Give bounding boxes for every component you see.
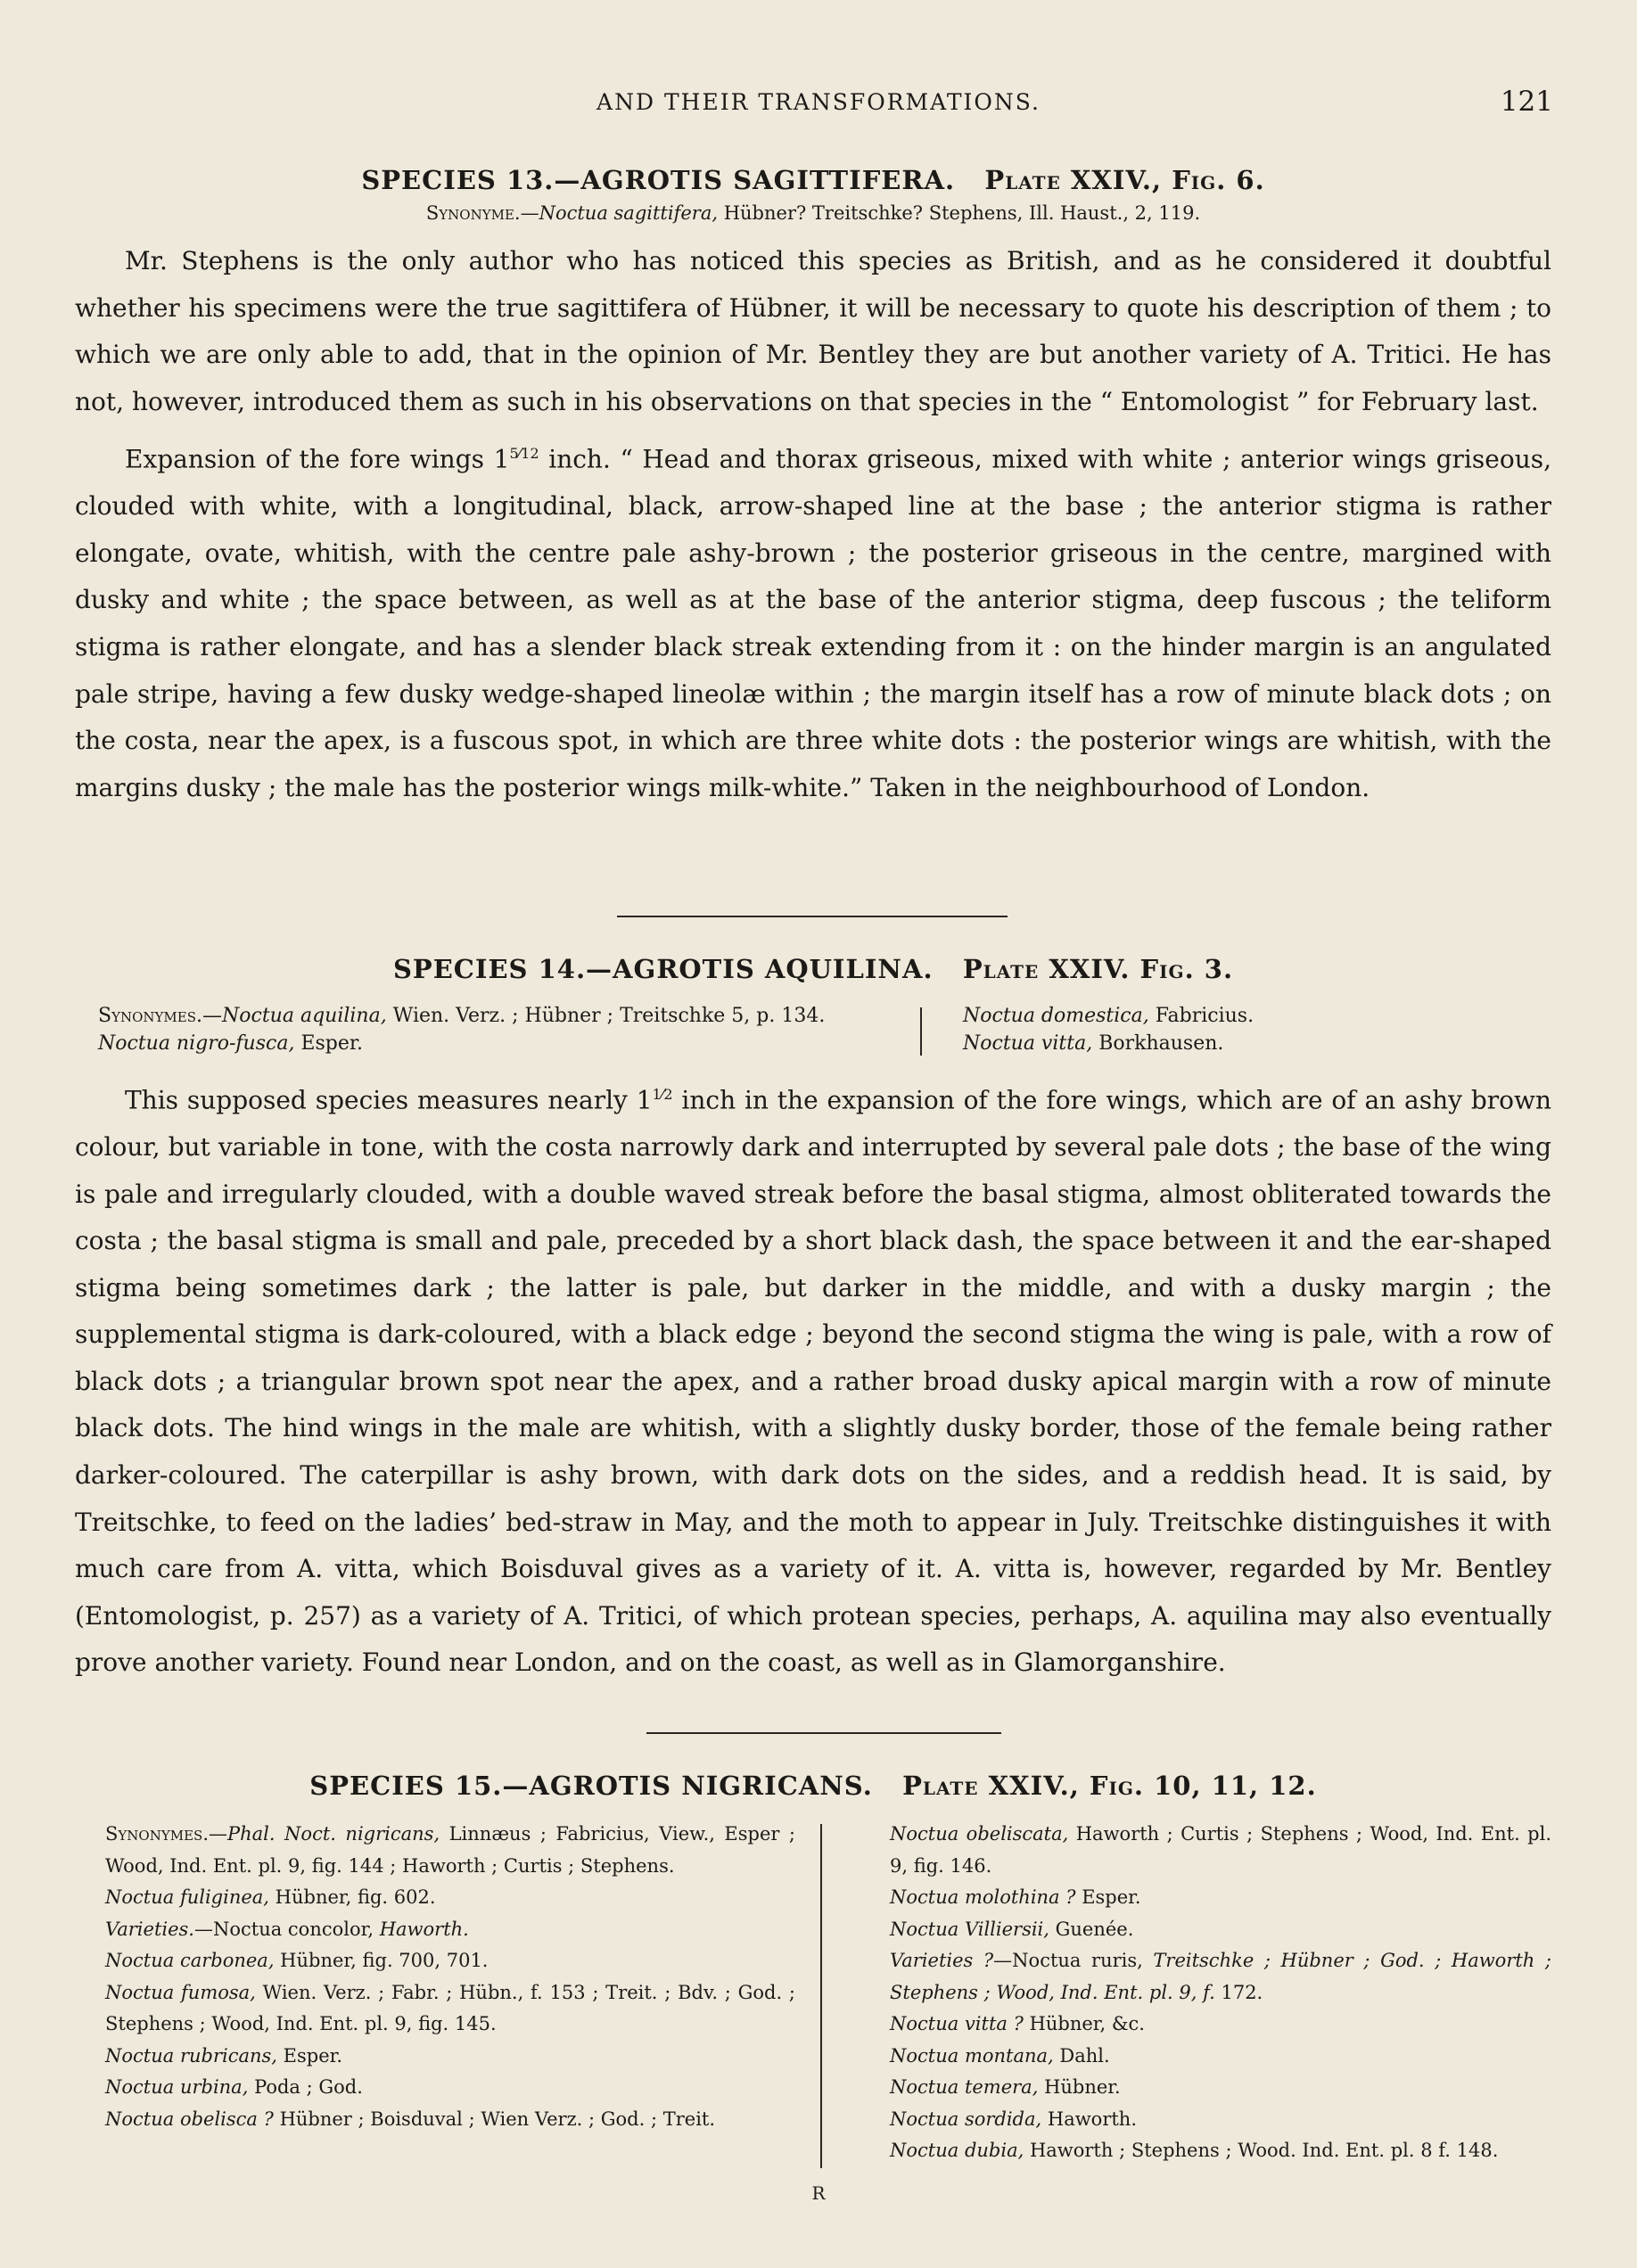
synonyme-entry: [860, 1914, 1551, 1946]
fraction: 5⁄12: [509, 445, 539, 463]
synonyme-refs: Haworth ; Curtis ; Stephens ; Wood, Ind. Ent. pl. 9, fig. 146.: [890, 1823, 1551, 1877]
synonyme-entry: [75, 1819, 795, 1882]
synonyme-refs: Poda ; God.: [248, 2076, 363, 2098]
synonyme-refs: 172.: [1214, 1981, 1263, 2003]
synonyme-entry: [75, 1977, 795, 2041]
paragraph-rest: inch in the expansion of the fore wings, which are of an ashy brown colour, but variable in tone, with the costa narrowly dark and interrupted by several pale dots ; the base of the wing is pale and irregularly clouded, with a double waved streak before the basal stigma, almost obliterated towards the costa ; the basal stigma is small and pale, preceded by a short black dash, the space between it and the ear-shaped stigma being sometimes dark ; the latter is pale, but darker in the middle, and with a dusky margin ; the supplemental stigma is dark-coloured, with a black edge ; beyond the second stigma the wing is pale, with a row of black dots ; a triangular brown spot near the apex, and a rather broad dusky apical margin with a row of minute black dots. The hind wings in the male are whitish, with a slightly dusky border, those of the female being rather darker-coloured. The caterpillar is ashy brown, with dark dots on the sides, and a reddish head. It is said, by Treitschke, to feed on the ladies’ bed-straw in May, and the moth to appear in July. Treitschke distinguishes it with much care from A. vitta, which Boisduval gives as a variety of it. A. vitta is, however, regarded by Mr. Bentley (Entomologist, p. 257) as a variety of A. Tritici, of which protean species, perhaps, A. aquilina may also eventually prove another variety. Found near London, and on the coast, as well as in Glamorganshire.: [75, 1085, 1551, 1678]
synonyme-entry: [963, 1030, 1551, 1057]
synonyme-entry: [75, 2072, 795, 2104]
synonyme-name: Noctua dubia,: [890, 2140, 1024, 2161]
synonyme-name: Noctua vitta,: [963, 1032, 1093, 1055]
synonyme-name: Noctua temera,: [890, 2076, 1039, 2098]
synonyme-refs: Haworth ; Stephens ; Wood. Ind. Ent. pl. 8 f. 148.: [1024, 2140, 1499, 2161]
species-13-paragraph-1: Mr. Stephens is the only author who has noticed this species as British, and as he considered it doubtful whether his specimens were the true sagittifera of Hübner, it will be necessary to quote his description of them ; to which we are only able to add, that in the opinion of Mr. Bentley they are but another variety of A. Tritici. He has not, however, introduced them as such in his observations on that species in the “ Entomologist ” for February last.: [75, 246, 1551, 416]
synonyme-entry: [860, 2041, 1551, 2073]
synonymes-column-divider: [820, 1824, 822, 2168]
section-divider-1: [617, 916, 1008, 917]
species-15-plate: Plate XXIV., Fig. 10, 11, 12.: [902, 1771, 1317, 1801]
species-13-plate: Plate XXIV., Fig. 6.: [984, 165, 1265, 195]
synonyme-entry: [75, 1945, 795, 1977]
synonyme-refs: Fabricius.: [1148, 1005, 1254, 1027]
synonyme-refs: Hübner, fig. 602.: [268, 1886, 436, 1908]
synonyme-name: Noctua obelisca ?: [105, 2108, 274, 2130]
species-15-heading: [75, 1771, 1551, 1801]
synonyme-refs: Esper.: [1075, 1886, 1141, 1908]
species-15-synonymes: [75, 1819, 1555, 2175]
species-15-title: SPECIES 15.—AGROTIS NIGRICANS.: [309, 1771, 873, 1801]
paragraph-2-start: Expansion of the fore wings 1: [125, 444, 510, 474]
species-15-section: [75, 1771, 1551, 1801]
signature-mark: R: [811, 2182, 826, 2204]
species-13-section: [75, 165, 1551, 811]
varieties-label: Varieties ?—: [890, 1950, 1013, 1971]
synonyme-entry: [860, 1819, 1551, 1882]
varieties-entry: [75, 1914, 795, 1946]
paragraph-start: This supposed species measures nearly 1: [125, 1085, 653, 1115]
synonymes-label: Synonymes.—: [105, 1823, 227, 1845]
page-number: 121: [1500, 86, 1553, 118]
synonyme-name: Noctua Villiersii,: [890, 1918, 1049, 1940]
synonyme-refs: Hübner.: [1038, 2076, 1121, 2098]
synonymes-column-divider: [920, 1007, 922, 1056]
synonyme-name: Noctua obeliscata,: [890, 1823, 1069, 1845]
synonyme-entry: [75, 1882, 795, 1914]
synonyme-name: Noctua sordida,: [890, 2108, 1042, 2130]
synonyme-name: Noctua domestica,: [963, 1005, 1149, 1027]
paragraph-2-rest: inch. “ Head and thorax griseous, mixed with white ; anterior wings griseous, clouded with white, with a longitudinal, black, arrow-shaped line at the base ; the anterior stigma is rather elongate, ovate, whitish, with the centre pale ashy-brown ; the posterior griseous in the centre, margined with dusky and white ; the space between, as well as at the base of the anterior stigma, deep fuscous ; the teliform stigma is rather elongate, and has a slender black streak extending from it : on the hinder margin is an angulated pale stripe, having a few dusky wedge-shaped lineolæ within ; the margin itself has a row of minute black dots ; on the costa, near the apex, is a fuscous spot, in which are three white dots : the posterior wings are whitish, with the margins dusky ; the male has the posterior wings milk-white.” Taken in the neighbourhood of London.: [75, 444, 1551, 802]
synonyme-name: Noctua vitta ?: [890, 2013, 1024, 2034]
synonyme-name: Noctua molothina ?: [890, 1886, 1076, 1908]
synonyme-author: Haworth.: [379, 1918, 469, 1940]
synonyme-name: Noctua carbonea,: [105, 1950, 275, 1971]
synonyme-name: Noctua montana,: [890, 2044, 1054, 2067]
synonyme-refs: Esper.: [294, 1032, 363, 1055]
synonyme-refs: Hübner? Treitschke? Stephens, Ill. Haust., 2, 119.: [718, 202, 1201, 224]
synonyme-refs: Wien. Verz. ; Fabr. ; Hübn., f. 153 ; Treit. ; Bdv. ; God. ; Stephens ; Wood, Ind. Ent. pl. 9, fig. 145.: [105, 1981, 795, 2034]
synonyme-refs: Guenée.: [1049, 1918, 1134, 1940]
synonyme-entry: [860, 2072, 1551, 2104]
synonyme-entry: [860, 2104, 1551, 2136]
synonyme-refs: Esper.: [276, 2044, 343, 2067]
synonymes-label: Synonymes.—: [98, 1005, 223, 1027]
synonyme-refs: Hübner, fig. 700, 701.: [274, 1950, 489, 1971]
species-13-paragraph-2: [75, 431, 1551, 811]
species-14-section: [75, 954, 1551, 984]
varieties-entry: [860, 1945, 1551, 2009]
synonymes-right-column: [963, 1002, 1551, 1057]
synonyme-refs: Wien. Verz. ; Hübner ; Treitschke 5, p. 134.: [386, 1005, 826, 1027]
synonyme-refs: Hübner ; Boisduval ; Wien Verz. ; God. ; Treit.: [273, 2108, 716, 2130]
synonyme-refs: Haworth.: [1041, 2108, 1138, 2130]
synonyme-name: Noctua nigro-fusca,: [98, 1032, 295, 1055]
synonyme-entry: [75, 2041, 795, 2073]
species-13-heading: [75, 165, 1551, 195]
synonyme-name: Noctua fuliginea,: [105, 1886, 269, 1908]
synonyme-refs: Noctua concolor,: [212, 1918, 380, 1940]
species-14-paragraph: [75, 1072, 1551, 1687]
synonyme-refs: Noctua ruris,: [1012, 1950, 1154, 1971]
species-14-title: SPECIES 14.—AGROTIS AQUILINA.: [392, 954, 934, 984]
synonyme-entry: [98, 1030, 918, 1057]
varieties-label: Varieties.—: [105, 1918, 213, 1940]
synonyme-name: Noctua aquilina,: [222, 1005, 387, 1027]
synonyme-name: Noctua rubricans,: [105, 2044, 277, 2067]
synonyme-entry: [75, 2104, 795, 2136]
running-title: AND THEIR TRANSFORMATIONS.: [596, 89, 1041, 115]
synonyme-entry: [860, 1882, 1551, 1914]
synonyme-name: Phal. Noct. nigricans,: [227, 1823, 440, 1845]
synonyme-refs: Linnæus ; Fabricius, View., Esper ; Wood, Ind. Ent. pl. 9, fig. 144 ; Haworth ; Curtis ; Stephens.: [105, 1823, 796, 1877]
synonyme-name: Noctua urbina,: [105, 2076, 249, 2098]
synonyme-label: Synonyme.—: [425, 202, 539, 224]
species-14-heading: [75, 954, 1551, 984]
fraction: 1⁄2: [652, 1086, 673, 1103]
synonymes-left-column: [98, 1002, 918, 1057]
synonyme-refs: Borkhausen.: [1092, 1032, 1224, 1055]
synonyme-entry: [860, 2135, 1551, 2167]
species-13-synonyme: [75, 202, 1551, 224]
synonyme-entry: [963, 1002, 1551, 1030]
synonymes-left-column: [75, 1819, 795, 2135]
synonyme-refs: Hübner, &c.: [1023, 2013, 1145, 2034]
species-14-plate: Plate XXIV. Fig. 3.: [962, 954, 1234, 984]
synonyme-name: Noctua sagittifera,: [539, 202, 719, 224]
species-14-synonymes: [98, 1002, 1560, 1059]
species-14-body: [75, 1072, 1551, 1687]
synonyme-author: Treitschke ; Hübner ; God. ; Haworth ; Stephens ; Wood, Ind. Ent. pl. 9, f.: [890, 1950, 1552, 2003]
synonyme-entry: [860, 2009, 1551, 2041]
synonyme-refs: Dahl.: [1053, 2044, 1110, 2067]
synonyme-name: Noctua fumosa,: [105, 1981, 256, 2003]
synonyme-entry: [98, 1002, 918, 1030]
species-13-title: SPECIES 13.—AGROTIS SAGITTIFERA.: [361, 165, 956, 195]
synonymes-right-column: [860, 1819, 1551, 2167]
section-divider-2: [646, 1732, 1001, 1734]
